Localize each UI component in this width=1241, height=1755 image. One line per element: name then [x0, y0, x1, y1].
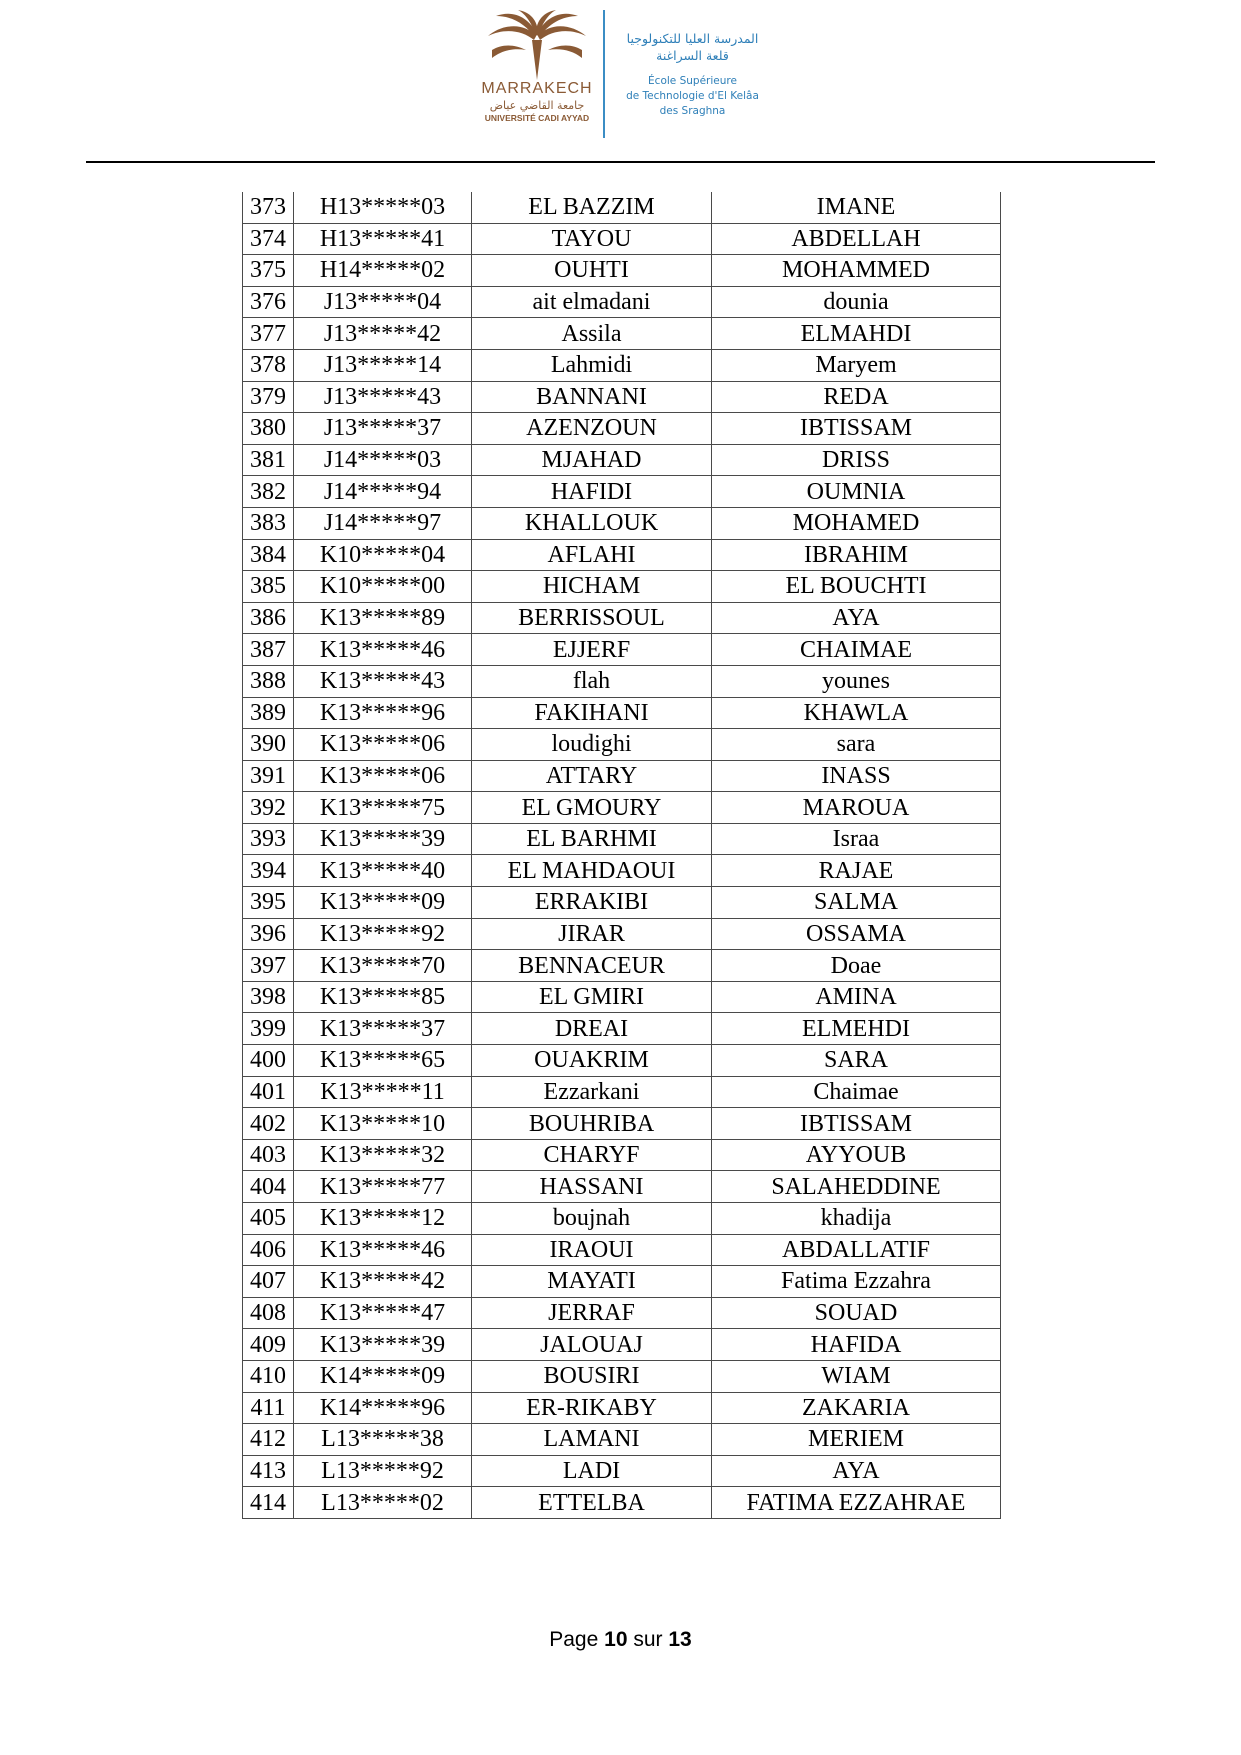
palm-tree-icon — [482, 10, 592, 82]
table-row — [243, 1108, 1001, 1140]
table-row — [243, 223, 1001, 255]
first-name-cell: ZAKARIA — [712, 1392, 1001, 1424]
student-code-cell: H13*****03 — [294, 192, 472, 223]
row-number-cell: 391 — [243, 760, 294, 792]
last-name-cell: HASSANI — [472, 1171, 712, 1203]
last-name-cell: JALOUAJ — [472, 1329, 712, 1361]
table-row — [243, 1171, 1001, 1203]
of-word: sur — [633, 1628, 663, 1651]
first-name-cell: Maryem — [712, 349, 1001, 381]
student-code-cell: K13*****47 — [294, 1297, 472, 1329]
students-table — [242, 192, 1001, 1519]
student-code-cell: L13*****02 — [294, 1487, 472, 1519]
row-number-cell: 406 — [243, 1234, 294, 1266]
student-code-cell: K13*****89 — [294, 602, 472, 634]
last-name-cell: DREAI — [472, 1013, 712, 1045]
row-number-cell: 388 — [243, 665, 294, 697]
student-code-cell: K13*****39 — [294, 823, 472, 855]
last-name-cell: BOUSIRI — [472, 1360, 712, 1392]
table-row — [243, 1392, 1001, 1424]
last-name-cell: ER-RIKABY — [472, 1392, 712, 1424]
last-name-cell: HAFIDI — [472, 476, 712, 508]
first-name-cell: sara — [712, 729, 1001, 761]
last-name-cell: BANNANI — [472, 381, 712, 413]
university-name: UNIVERSITÉ CADI AYYAD — [484, 113, 590, 123]
students-table-body — [243, 192, 1001, 1518]
table-row — [243, 1013, 1001, 1045]
row-number-cell: 392 — [243, 792, 294, 824]
student-code-cell: K13*****40 — [294, 855, 472, 887]
table-row — [243, 1203, 1001, 1235]
row-number-cell: 382 — [243, 476, 294, 508]
school-name-fr-1: École Supérieure — [648, 75, 737, 87]
first-name-cell: AYA — [712, 1455, 1001, 1487]
last-name-cell: OUHTI — [472, 255, 712, 287]
student-code-cell: K13*****92 — [294, 918, 472, 950]
first-name-cell: REDA — [712, 381, 1001, 413]
last-name-cell: FAKIHANI — [472, 697, 712, 729]
row-number-cell: 387 — [243, 634, 294, 666]
last-name-cell: Assila — [472, 318, 712, 350]
student-code-cell: K13*****11 — [294, 1076, 472, 1108]
row-number-cell: 380 — [243, 413, 294, 445]
row-number-cell: 383 — [243, 507, 294, 539]
last-name-cell: Lahmidi — [472, 349, 712, 381]
row-number-cell: 394 — [243, 855, 294, 887]
last-name-cell: BOUHRIBA — [472, 1108, 712, 1140]
table-row — [243, 855, 1001, 887]
last-name-cell: CHARYF — [472, 1139, 712, 1171]
first-name-cell: RAJAE — [712, 855, 1001, 887]
last-name-cell: EL BARHMI — [472, 823, 712, 855]
first-name-cell: SALMA — [712, 887, 1001, 919]
student-code-cell: K13*****06 — [294, 760, 472, 792]
student-code-cell: K13*****65 — [294, 1045, 472, 1077]
student-code-cell: J13*****43 — [294, 381, 472, 413]
page-total: 13 — [668, 1628, 692, 1651]
student-code-cell: K13*****10 — [294, 1108, 472, 1140]
row-number-cell: 393 — [243, 823, 294, 855]
row-number-cell: 390 — [243, 729, 294, 761]
first-name-cell: DRISS — [712, 444, 1001, 476]
student-code-cell: K14*****09 — [294, 1360, 472, 1392]
row-number-cell: 407 — [243, 1266, 294, 1298]
row-number-cell: 385 — [243, 571, 294, 603]
student-code-cell: K13*****37 — [294, 1013, 472, 1045]
row-number-cell: 377 — [243, 318, 294, 350]
student-code-cell: K13*****96 — [294, 697, 472, 729]
school-name-arabic-1: المدرسة العليا للتكنولوجيا — [626, 31, 759, 46]
first-name-cell: MOHAMMED — [712, 255, 1001, 287]
row-number-cell: 404 — [243, 1171, 294, 1203]
table-row — [243, 413, 1001, 445]
student-code-cell: J13*****42 — [294, 318, 472, 350]
first-name-cell: MOHAMED — [712, 507, 1001, 539]
table-row — [243, 255, 1001, 287]
first-name-cell: dounia — [712, 286, 1001, 318]
first-name-cell: INASS — [712, 760, 1001, 792]
student-code-cell: K13*****46 — [294, 1234, 472, 1266]
first-name-cell: MAROUA — [712, 792, 1001, 824]
page-header — [0, 8, 1241, 148]
first-name-cell: WIAM — [712, 1360, 1001, 1392]
row-number-cell: 402 — [243, 1108, 294, 1140]
row-number-cell: 403 — [243, 1139, 294, 1171]
last-name-cell: BENNACEUR — [472, 950, 712, 982]
table-row — [243, 571, 1001, 603]
student-code-cell: K10*****04 — [294, 539, 472, 571]
row-number-cell: 373 — [243, 192, 294, 223]
school-name-fr-2: de Technologie d'El Kelâa — [626, 90, 759, 102]
last-name-cell: LAMANI — [472, 1424, 712, 1456]
row-number-cell: 412 — [243, 1424, 294, 1456]
first-name-cell: OSSAMA — [712, 918, 1001, 950]
last-name-cell: EL GMOURY — [472, 792, 712, 824]
row-number-cell: 378 — [243, 349, 294, 381]
row-number-cell: 389 — [243, 697, 294, 729]
first-name-cell: ABDALLATIF — [712, 1234, 1001, 1266]
last-name-cell: EL BAZZIM — [472, 192, 712, 223]
table-row — [243, 1424, 1001, 1456]
table-row — [243, 665, 1001, 697]
last-name-cell: KHALLOUK — [472, 507, 712, 539]
last-name-cell: TAYOU — [472, 223, 712, 255]
student-code-cell: K13*****77 — [294, 1171, 472, 1203]
table-row — [243, 1360, 1001, 1392]
table-row — [243, 887, 1001, 919]
student-code-cell: K13*****70 — [294, 950, 472, 982]
last-name-cell: EL MAHDAOUI — [472, 855, 712, 887]
student-code-cell: J13*****37 — [294, 413, 472, 445]
table-row — [243, 950, 1001, 982]
last-name-cell: ait elmadani — [472, 286, 712, 318]
table-row — [243, 318, 1001, 350]
last-name-cell: ETTELBA — [472, 1487, 712, 1519]
first-name-cell: IBRAHIM — [712, 539, 1001, 571]
first-name-cell: AYA — [712, 602, 1001, 634]
row-number-cell: 408 — [243, 1297, 294, 1329]
table-row — [243, 349, 1001, 381]
last-name-cell: JERRAF — [472, 1297, 712, 1329]
university-name-arabic: جامعة القاضي عياض — [489, 99, 585, 112]
student-code-cell: K10*****00 — [294, 571, 472, 603]
first-name-cell: CHAIMAE — [712, 634, 1001, 666]
row-number-cell: 413 — [243, 1455, 294, 1487]
student-code-cell: K13*****46 — [294, 634, 472, 666]
row-number-cell: 386 — [243, 602, 294, 634]
row-number-cell: 409 — [243, 1329, 294, 1361]
table-row — [243, 1234, 1001, 1266]
last-name-cell: ERRAKIBI — [472, 887, 712, 919]
first-name-cell: IBTISSAM — [712, 413, 1001, 445]
student-code-cell: H13*****41 — [294, 223, 472, 255]
table-row — [243, 444, 1001, 476]
row-number-cell: 396 — [243, 918, 294, 950]
table-row — [243, 286, 1001, 318]
table-row — [243, 192, 1001, 223]
row-number-cell: 414 — [243, 1487, 294, 1519]
school-name-arabic-2: قلعة السراغنة — [656, 48, 729, 63]
first-name-cell: HAFIDA — [712, 1329, 1001, 1361]
first-name-cell: IBTISSAM — [712, 1108, 1001, 1140]
table-row — [243, 381, 1001, 413]
table-row — [243, 1045, 1001, 1077]
first-name-cell: Israa — [712, 823, 1001, 855]
student-code-cell: J13*****04 — [294, 286, 472, 318]
last-name-cell: flah — [472, 665, 712, 697]
student-code-cell: L13*****38 — [294, 1424, 472, 1456]
table-row — [243, 760, 1001, 792]
last-name-cell: LADI — [472, 1455, 712, 1487]
table-row — [243, 1139, 1001, 1171]
row-number-cell: 399 — [243, 1013, 294, 1045]
last-name-cell: MAYATI — [472, 1266, 712, 1298]
first-name-cell: Chaimae — [712, 1076, 1001, 1108]
students-table-wrapper — [242, 192, 1001, 1519]
last-name-cell: OUAKRIM — [472, 1045, 712, 1077]
table-row — [243, 539, 1001, 571]
page-number: 10 — [604, 1628, 628, 1651]
student-code-cell: K13*****85 — [294, 981, 472, 1013]
last-name-cell: EJJERF — [472, 634, 712, 666]
first-name-cell: SARA — [712, 1045, 1001, 1077]
table-row — [243, 1266, 1001, 1298]
last-name-cell: JIRAR — [472, 918, 712, 950]
student-code-cell: K13*****43 — [294, 665, 472, 697]
table-row — [243, 823, 1001, 855]
table-row — [243, 1297, 1001, 1329]
page-footer — [0, 1628, 1241, 1652]
student-code-cell: J13*****14 — [294, 349, 472, 381]
last-name-cell: loudighi — [472, 729, 712, 761]
table-row — [243, 476, 1001, 508]
last-name-cell: AFLAHI — [472, 539, 712, 571]
last-name-cell: HICHAM — [472, 571, 712, 603]
student-code-cell: J14*****94 — [294, 476, 472, 508]
first-name-cell: FATIMA EZZAHRAE — [712, 1487, 1001, 1519]
student-code-cell: K13*****09 — [294, 887, 472, 919]
first-name-cell: younes — [712, 665, 1001, 697]
first-name-cell: OUMNIA — [712, 476, 1001, 508]
first-name-cell: AYYOUB — [712, 1139, 1001, 1171]
last-name-cell: BERRISSOUL — [472, 602, 712, 634]
page-word: Page — [549, 1628, 599, 1651]
header-rule — [86, 161, 1155, 163]
student-code-cell: K13*****06 — [294, 729, 472, 761]
row-number-cell: 397 — [243, 950, 294, 982]
last-name-cell: MJAHAD — [472, 444, 712, 476]
first-name-cell: SALAHEDDINE — [712, 1171, 1001, 1203]
last-name-cell: IRAOUI — [472, 1234, 712, 1266]
table-row — [243, 792, 1001, 824]
table-row — [243, 729, 1001, 761]
first-name-cell: ELMAHDI — [712, 318, 1001, 350]
city-name: MARRAKECH — [481, 80, 593, 97]
row-number-cell: 376 — [243, 286, 294, 318]
student-code-cell: J14*****03 — [294, 444, 472, 476]
student-code-cell: L13*****92 — [294, 1455, 472, 1487]
row-number-cell: 379 — [243, 381, 294, 413]
student-code-cell: K13*****42 — [294, 1266, 472, 1298]
first-name-cell: Fatima Ezzahra — [712, 1266, 1001, 1298]
student-code-cell: K14*****96 — [294, 1392, 472, 1424]
last-name-cell: ATTARY — [472, 760, 712, 792]
first-name-cell: ABDELLAH — [712, 223, 1001, 255]
last-name-cell: Ezzarkani — [472, 1076, 712, 1108]
student-code-cell: K13*****32 — [294, 1139, 472, 1171]
row-number-cell: 405 — [243, 1203, 294, 1235]
table-row — [243, 507, 1001, 539]
school-name-fr-3: des Sraghna — [659, 105, 726, 117]
first-name-cell: EL BOUCHTI — [712, 571, 1001, 603]
header-divider — [603, 10, 605, 138]
table-row — [243, 634, 1001, 666]
student-code-cell: J14*****97 — [294, 507, 472, 539]
first-name-cell: KHAWLA — [712, 697, 1001, 729]
school-logo — [610, 30, 775, 119]
first-name-cell: ELMEHDI — [712, 1013, 1001, 1045]
student-code-cell: H14*****02 — [294, 255, 472, 287]
student-code-cell: K13*****39 — [294, 1329, 472, 1361]
first-name-cell: khadija — [712, 1203, 1001, 1235]
first-name-cell: MERIEM — [712, 1424, 1001, 1456]
row-number-cell: 410 — [243, 1360, 294, 1392]
last-name-cell: AZENZOUN — [472, 413, 712, 445]
last-name-cell: boujnah — [472, 1203, 712, 1235]
student-code-cell: K13*****12 — [294, 1203, 472, 1235]
row-number-cell: 400 — [243, 1045, 294, 1077]
row-number-cell: 381 — [243, 444, 294, 476]
row-number-cell: 375 — [243, 255, 294, 287]
table-row — [243, 1076, 1001, 1108]
first-name-cell: SOUAD — [712, 1297, 1001, 1329]
table-row — [243, 1329, 1001, 1361]
row-number-cell: 411 — [243, 1392, 294, 1424]
table-row — [243, 981, 1001, 1013]
table-row — [243, 1455, 1001, 1487]
table-row — [243, 602, 1001, 634]
table-row — [243, 697, 1001, 729]
school-name-french — [610, 74, 775, 119]
table-row — [243, 918, 1001, 950]
row-number-cell: 374 — [243, 223, 294, 255]
university-logo — [478, 10, 596, 142]
first-name-cell: Doae — [712, 950, 1001, 982]
row-number-cell: 384 — [243, 539, 294, 571]
student-code-cell: K13*****75 — [294, 792, 472, 824]
table-row — [243, 1487, 1001, 1519]
row-number-cell: 395 — [243, 887, 294, 919]
row-number-cell: 398 — [243, 981, 294, 1013]
first-name-cell: AMINA — [712, 981, 1001, 1013]
last-name-cell: EL GMIRI — [472, 981, 712, 1013]
first-name-cell: IMANE — [712, 192, 1001, 223]
row-number-cell: 401 — [243, 1076, 294, 1108]
